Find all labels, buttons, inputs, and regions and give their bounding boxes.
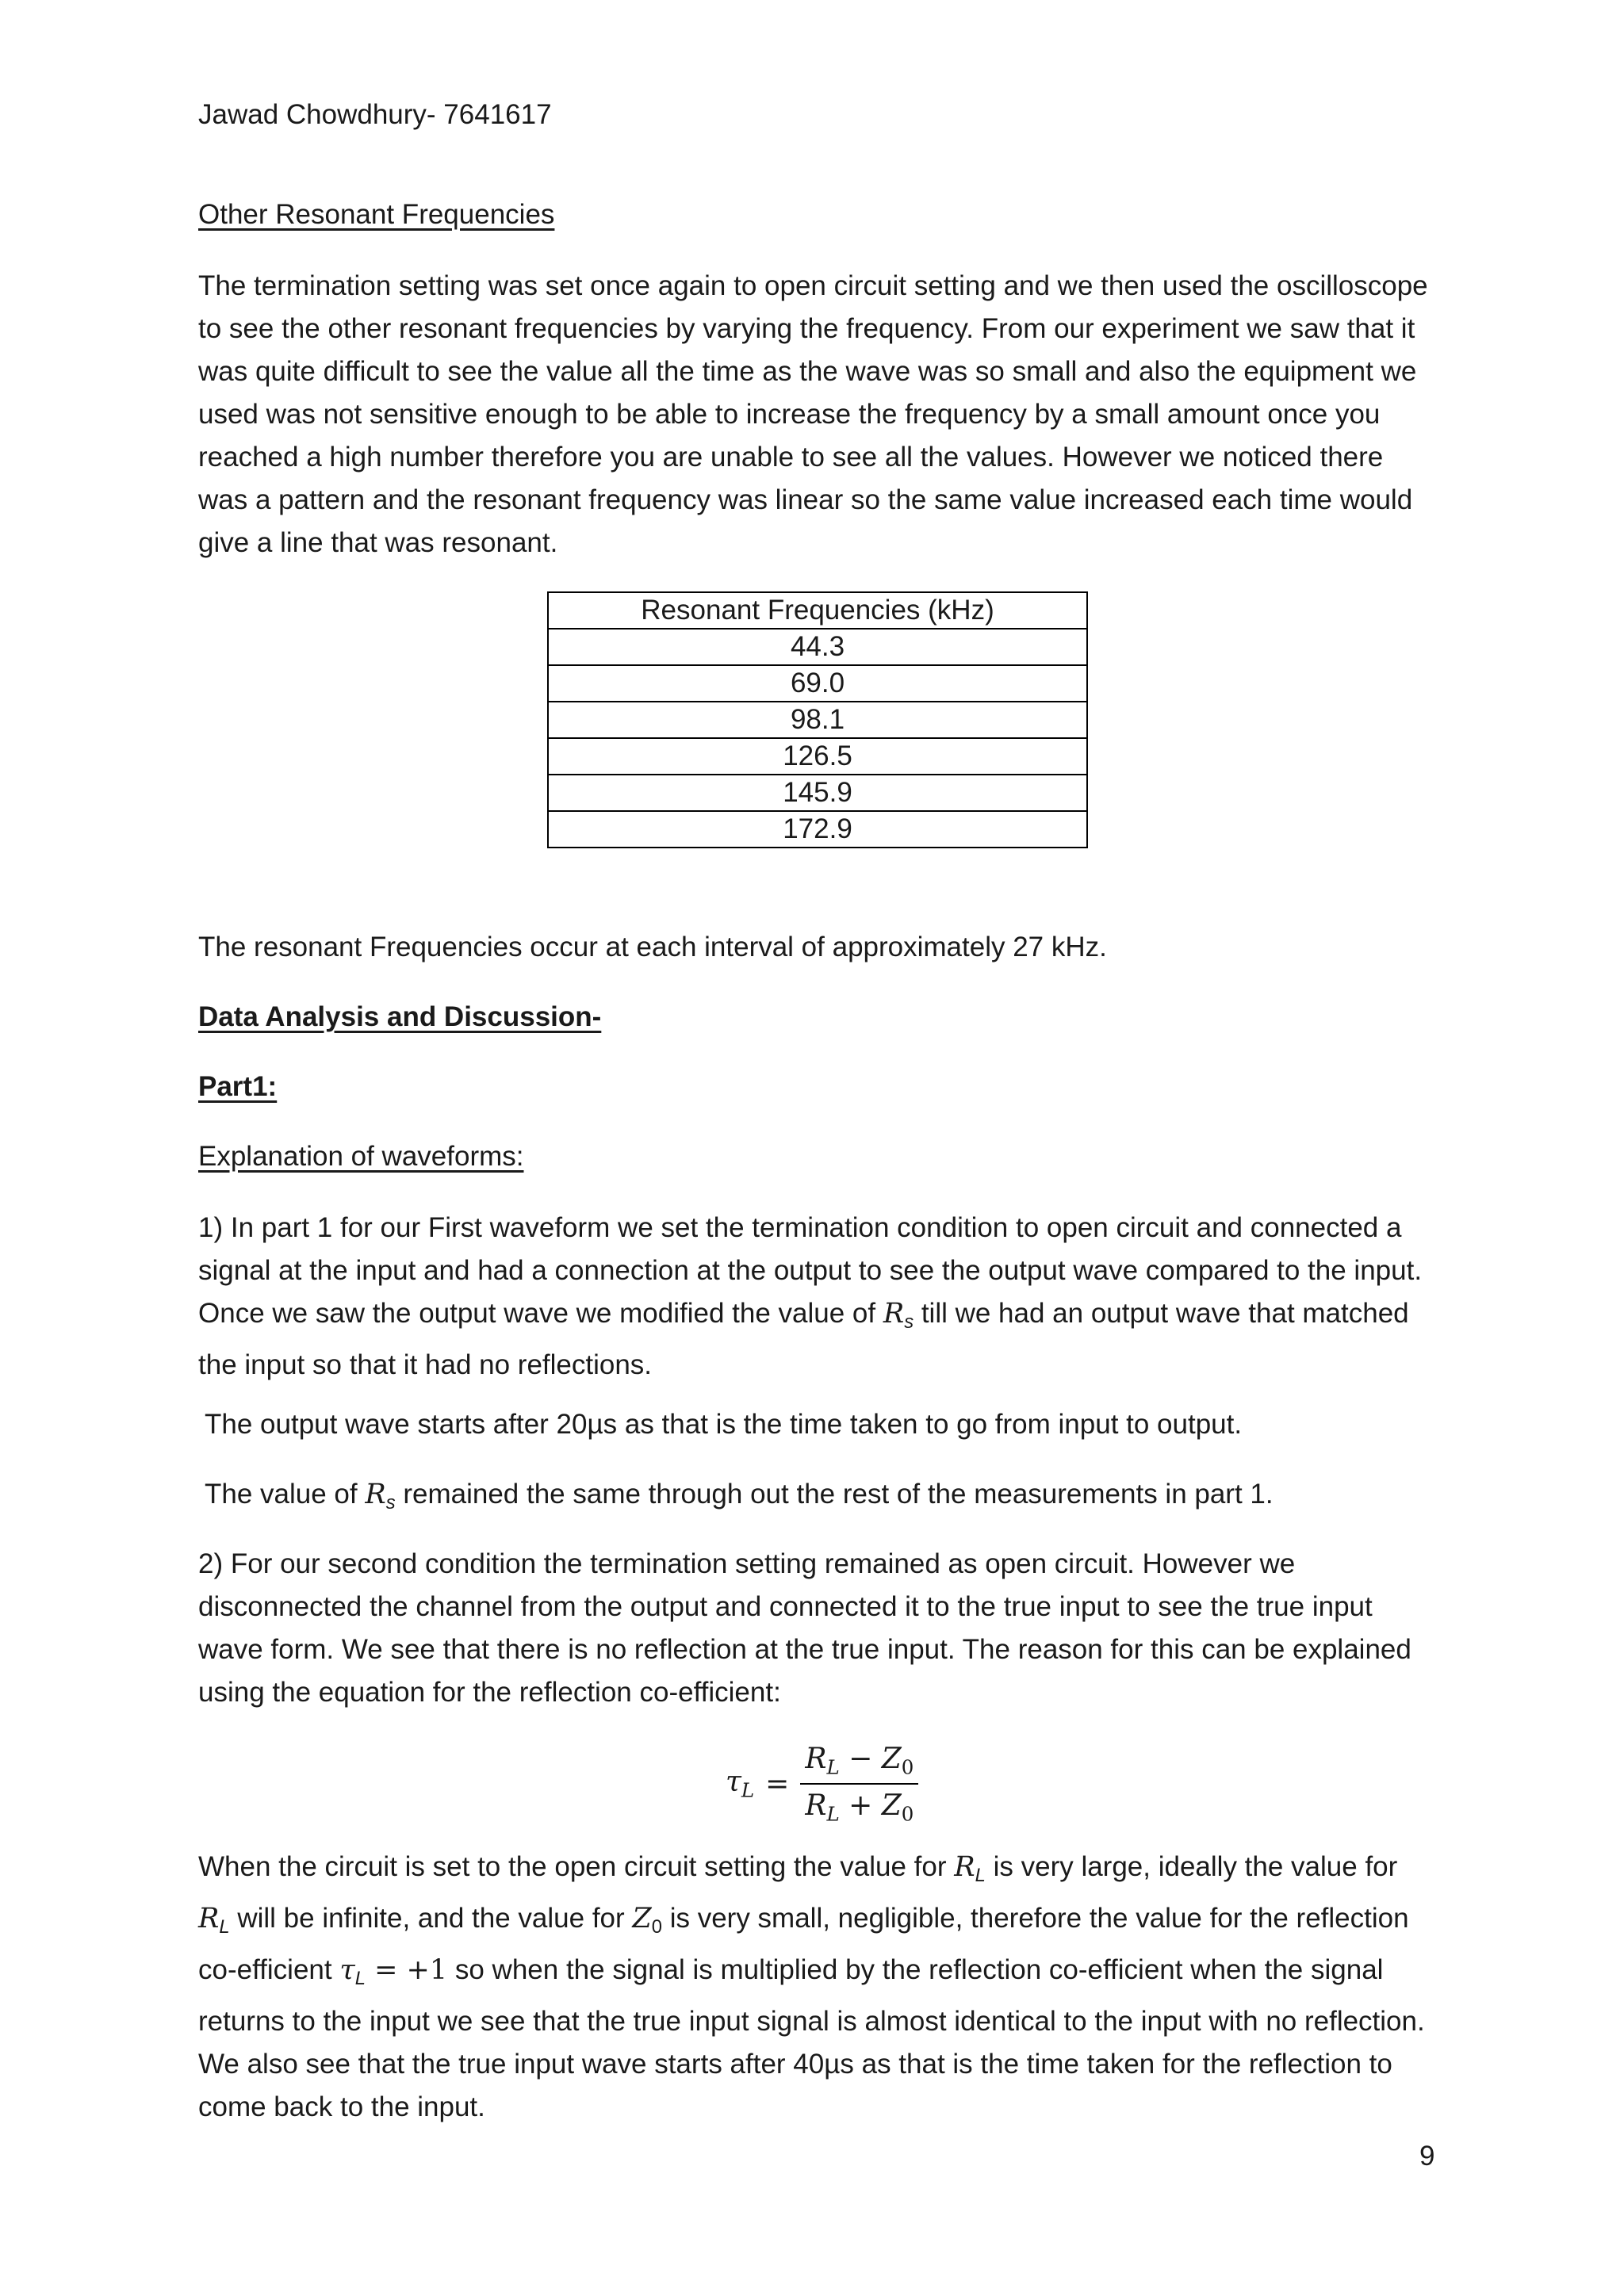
formula-lhs (726, 1766, 754, 1801)
table-row (548, 665, 1087, 702)
paragraph-rs-value (205, 1473, 1442, 1525)
table-row (548, 629, 1087, 665)
table-row (548, 775, 1087, 811)
interval-text: The resonant Frequencies occur at each interval of approximately 27 kHz. (198, 932, 1107, 962)
paragraph-open-circuit-explanation (198, 1846, 1435, 2129)
math-subscript: L (826, 1755, 840, 1778)
text-run: so when the signal is multiplied by the reflection co-efficient when the signal returns to the input we see that the true input signal is almost identical to the input with no reflection. We also see that the true input wave starts after 40µs as that is the time taken for the reflection to come back to the input. (198, 1954, 1425, 2123)
text-run: is very large, ideally the value for (985, 1851, 1398, 1882)
table-cell: 172.9 (548, 811, 1087, 848)
table-header-row (548, 592, 1087, 629)
table-cell: 145.9 (548, 775, 1087, 811)
math-variable: Z (881, 1789, 902, 1822)
text-run: till we had an output wave that matched the input so that it had no reflections. (198, 1298, 1409, 1381)
math-variable: R (805, 1789, 827, 1822)
math-variable: Z (632, 1903, 652, 1935)
paragraph-output-wave: The output wave starts after 20µs as that is the time taken to go from input to output. (205, 1409, 1243, 1440)
reflection-coefficient-formula (726, 1740, 918, 1827)
page-number: 9 (1419, 2141, 1435, 2172)
math-variable: τ (339, 1954, 355, 1987)
math-subscript: 0 (901, 1802, 914, 1826)
math-subscript: L (826, 1802, 840, 1826)
math-operator: − (839, 1742, 882, 1775)
math-subscript: L (975, 1865, 986, 1887)
text-run: will be infinite, and the value for (229, 1903, 633, 1934)
table-header-cell: Resonant Frequencies (kHz) (548, 592, 1087, 629)
table-cell: 69.0 (548, 665, 1087, 702)
header-author: Jawad Chowdhury- 7641617 (198, 99, 552, 130)
heading-part1: Part1: (198, 1071, 278, 1102)
math-subscript: s (904, 1311, 914, 1334)
paragraph-first-waveform (198, 1207, 1435, 1387)
math-variable: R (805, 1742, 827, 1775)
math-subscript: L (741, 1778, 755, 1802)
math-expression: = +1 (365, 1954, 448, 1987)
heading-analysis: Data Analysis and Discussion- (198, 1001, 602, 1032)
formula-numerator (800, 1743, 918, 1785)
text-run: remained the same through out the rest of the measurements in part 1. (395, 1479, 1274, 1510)
text-run: is very small, negligible, therefore the value for the reflection co-efficient (198, 1903, 1409, 1986)
section-title-resonant: Other Resonant Frequencies (198, 199, 555, 230)
math-subscript: L (354, 1968, 366, 1990)
math-subscript: 0 (901, 1755, 914, 1778)
math-variable: R (365, 1479, 386, 1510)
table-cell: 98.1 (548, 702, 1087, 738)
text-run: When the circuit is set to the open circuit setting the value for (198, 1851, 955, 1882)
text-run: 1) In part 1 for our First waveform we set the termination condition to open circuit and connected a signal at the input and had a connection at the output to see the output wave compared to the input. Once we saw the output wave we modified the value of (198, 1212, 1423, 1329)
math-subscript: 0 (651, 1916, 662, 1938)
table-row (548, 738, 1087, 775)
math-variable: R (954, 1851, 975, 1883)
formula-equals: = (765, 1767, 790, 1800)
math-variable: τ (726, 1766, 741, 1799)
table-cell: 44.3 (548, 629, 1087, 665)
table-row (548, 811, 1087, 848)
math-variable: Z (881, 1742, 902, 1775)
math-operator: + (839, 1789, 882, 1822)
table-cell: 126.5 (548, 738, 1087, 775)
resonant-frequency-table (547, 591, 1088, 848)
formula-fraction (800, 1743, 918, 1826)
math-variable: R (198, 1903, 220, 1935)
paragraph-resonant: The termination setting was set once again to open circuit setting and we then used the oscilloscope to see the other resonant frequencies by varying the frequency. From our experiment we saw that it was quite difficult to see the value all the time as the wave was so small and also the equipment we used was not sensitive enough to be able to increase the frequency by a small amount once you reached a high number therefore you are unable to see all the values. However we noticed there was a pattern and the resonant frequency was linear so the same value increased each time would give a line that was resonant. (198, 270, 1428, 558)
math-subscript: L (219, 1916, 230, 1938)
text-run: The value of (205, 1479, 366, 1510)
math-subscript: s (385, 1492, 396, 1514)
formula-denominator (800, 1785, 918, 1825)
table-row (548, 702, 1087, 738)
paragraph-second-condition: 2) For our second condition the termination setting remained as open circuit. However we disconnected the channel from the output and connected it to the true input to see the true input wave form. We see that there is no reflection at the true input. The reason for this can be explained using the equation for the reflection co-efficient: (198, 1548, 1411, 1708)
math-variable: R (883, 1298, 905, 1330)
heading-explanation: Explanation of waveforms: (198, 1141, 524, 1172)
